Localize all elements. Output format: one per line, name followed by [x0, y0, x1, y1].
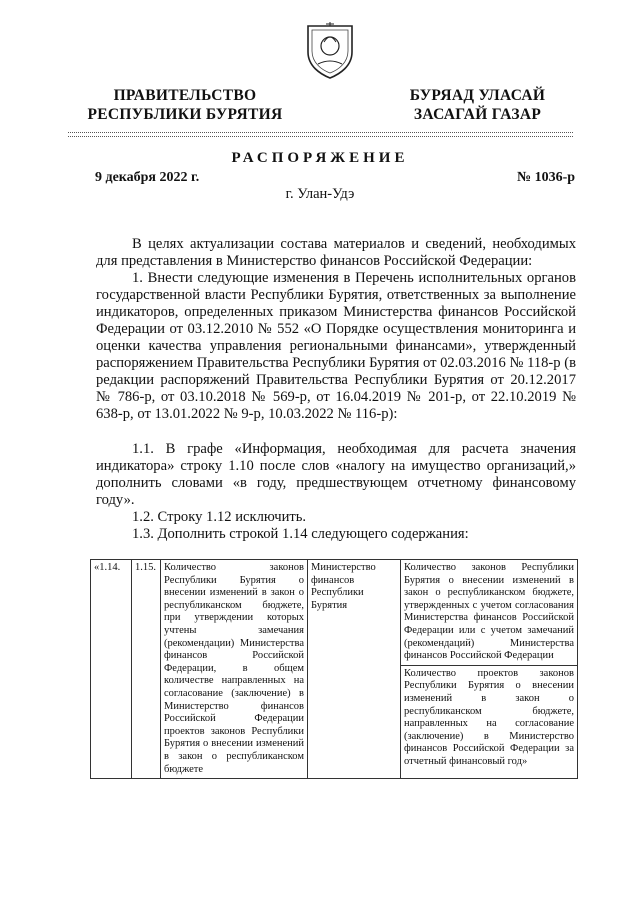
paragraph-item-1-3: 1.3. Дополнить строкой 1.14 следующего содержания:: [132, 526, 469, 542]
document-number: № 1036-р: [517, 170, 576, 185]
header-left-line1: ПРАВИТЕЛЬСТВО: [113, 87, 257, 104]
table-cell-row-number: «1.14.: [91, 560, 132, 779]
coat-of-arms-icon: [300, 20, 360, 80]
body-block-1: [96, 236, 576, 423]
header-right-line1: БУРЯАД УЛАСАЙ: [409, 87, 546, 104]
header-divider-top: [68, 132, 573, 133]
paragraph-item-1-1: 1.1. В графе «Информация, необходимая для расчета значения индикатора» строку 1.10 после слов «налогу на имущество организаций,» дополнить словами «в году, предшествующем отчетному финансовому году».: [96, 441, 576, 508]
header-right-line2: ЗАСАГАЙ ГАЗАР: [413, 106, 542, 123]
amendment-table: [90, 559, 578, 779]
table-cell-responsible: Министерство финансов Республики Бурятия: [308, 560, 401, 779]
header-left: [70, 86, 300, 124]
body-block-2: [96, 441, 576, 543]
paragraph-item-1: 1. Внести следующие изменения в Перечень исполнительных органов государственной власти Республики Бурятия, ответственных за выполнение индикаторов, определенных приказом Министерства финансов Российской Федерации от 03.12.2010 № 552 «О Порядке осуществления мониторинга и оценки качества управления региональными финансами», утвержденный распоряжением Правительства Республики Бурятия от 02.03.2016 № 118-р (в редакции распоряжений Правительства Республики Бурятия от 20.12.2017 № 786-р, от 03.10.2018 № 569-р, от 16.04.2019 № 201-р, от 22.10.2019 № 638-р, от 13.01.2022 № 9-р, 10.03.2022 № 116-р):: [96, 270, 576, 422]
document-date: 9 декабря 2022 г.: [95, 170, 200, 185]
table-cell-info-numerator: Количество законов Республики Бурятия о внесении изменений в закон о республиканском бюджете, утвержденных с учетом согласования Министерства финансов Российской Федерации или с учетом замечаний (рекомендаций) Министерства финансов Российской Федерации: [401, 560, 577, 666]
table-cell-indicator-name: Количество законов Республики Бурятия о внесении изменений в закон о республиканском бюджете, при утверждении которых учтены замечания (рекомендации) Министерства финансов Российской Федерации, в общем количестве направленных на согласование (заключение) в Министерство финансов Российской Федерации проектов законов Республики Бурятия о внесении изменений в закон о республиканском бюджете: [161, 560, 308, 779]
table-cell-indicator-number: 1.15.: [132, 560, 161, 779]
header-left-line2: РЕСПУБЛИКИ БУРЯТИЯ: [87, 106, 283, 123]
table-row: [91, 560, 578, 779]
table-cell-info-denominator: Количество проектов законов Республики Бурятия о внесении изменений в закон о республиканском бюджете, направленных на согласование (заключение) в Министерство финансов Российской Федерации за отчетный финансовый год»: [404, 667, 574, 767]
header-right: [395, 86, 560, 124]
paragraph-item-1-2: 1.2. Строку 1.12 исключить.: [132, 509, 307, 525]
document-city: г. Улан-Удэ: [285, 186, 355, 202]
header-divider-bottom: [68, 136, 573, 137]
table-cell-information: [401, 560, 578, 779]
paragraph-intro: В целях актуализации состава материалов и сведений, необходимых для представления в Министерство финансов Российской Федерации:: [96, 236, 576, 269]
document-title: РАСПОРЯЖЕНИЕ: [231, 150, 409, 166]
